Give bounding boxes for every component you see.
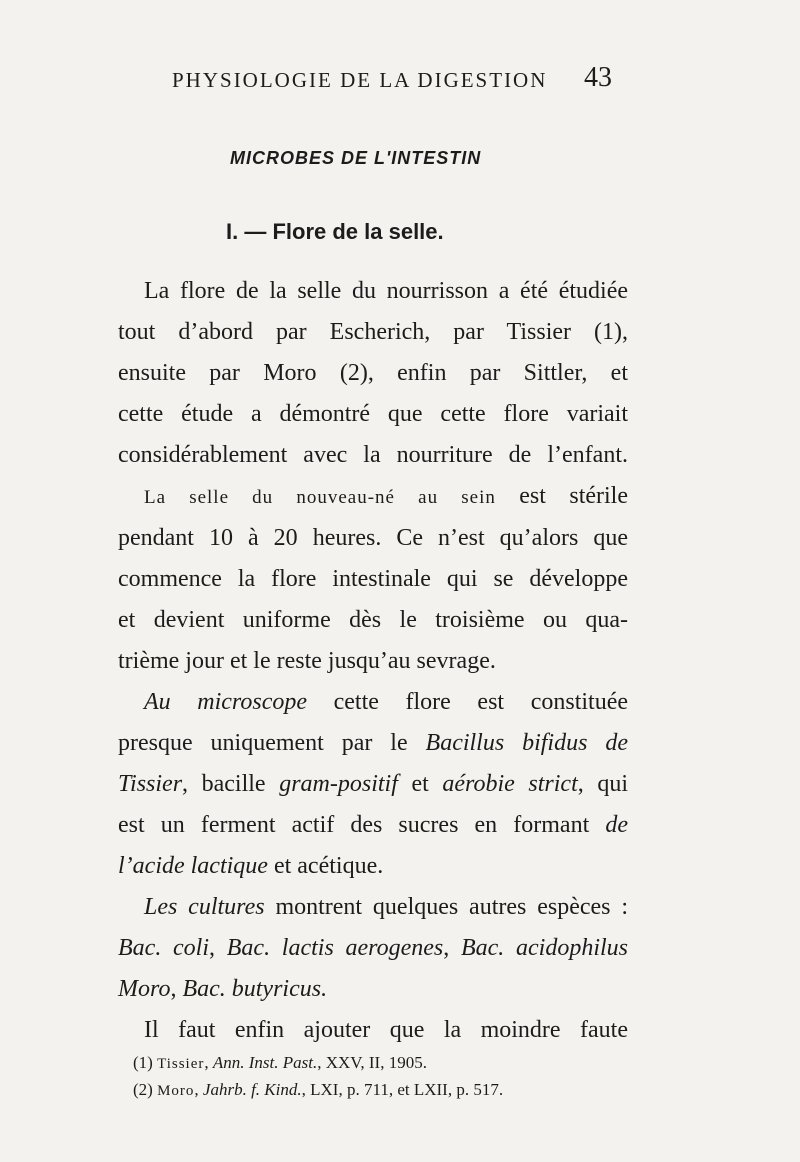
footnote-author: Tissier [157,1056,205,1072]
footnote-reference: , LXI, p. 711, et LXII, p. 517. [301,1080,504,1099]
italic-text: Bac. butyricus. [182,976,328,1002]
text-line [118,723,628,764]
italic-text: Bacillus bifidus de [425,730,628,756]
text-span: cette flore est constituée [307,689,628,715]
section-heading: MICROBES DE L'INTESTIN [230,148,482,168]
text-line: pendant 10 à 20 heures. Ce n’est qu’alors que [118,525,628,551]
italic-text: l’acide lactique [118,853,268,879]
page-number: 43 [584,62,612,93]
italic-text: Moro [118,976,171,1002]
text-span: , [443,935,461,961]
text-span: presque uniquement par le [118,730,426,756]
italic-text: gram-positif [279,771,398,797]
text-span: , [170,976,183,1002]
text-line: cette étude a démontré que cette flore variait [118,401,628,427]
footnote-2 [133,1077,503,1104]
subsection-heading: I. — Flore de la selle. [226,219,444,244]
text-line: considérablement avec la nourriture de l’enfant. [118,442,628,468]
text-line [118,969,628,1010]
italic-text: de [605,812,628,838]
footnotes [133,1050,503,1104]
footnote-reference: , XXV, II, 1905. [317,1053,427,1072]
text-line: trième jour et le reste jusqu’au sevrage. [118,648,496,674]
text-line: La flore de la selle du nourrisson a été étudiée [144,278,628,304]
running-head: PHYSIOLOGIE DE LA DIGESTION [172,68,548,92]
text-span: est stérile [495,483,628,509]
italic-text: aérobie strict [442,771,578,797]
footnote-author: Moro [157,1083,195,1099]
italic-text: Tissier [118,771,183,797]
footnote-number: (2) [133,1080,158,1099]
text-line [118,805,628,846]
text-span: , [194,1080,203,1099]
footnote-1 [133,1050,503,1077]
footnote-number: (1) [133,1053,158,1072]
text-line: et devient uniforme dès le troisième ou qua- [118,607,628,633]
italic-text: Au microscope [144,689,308,715]
text-line [118,846,628,887]
italic-text: Bac. coli [118,935,210,961]
text-span: montrent quelques autres espèces : [264,894,628,920]
text-line [118,887,628,928]
text-span: , qui [577,771,629,797]
footnote-journal: Jahrb. f. Kind. [202,1080,302,1099]
text-span: et acétique. [267,853,384,879]
text-span: est un ferment actif des sucres en formant [118,812,606,838]
text-line [118,764,628,805]
footnote-journal: Ann. Inst. Past. [212,1053,318,1072]
body-text [118,271,628,1051]
italic-text: Bac. lactis aerogenes [226,935,444,961]
text-line: commence la flore intestinale qui se développe [118,566,628,592]
text-line [118,476,628,518]
italic-text: Les cultures [144,894,265,920]
text-line: Il faut enfin ajouter que la moindre faute [144,1017,628,1043]
text-line [118,928,628,969]
text-span: et [397,771,443,797]
text-span: , [204,1053,213,1072]
small-caps-text: La selle du nouveau-né au sein [144,487,496,508]
text-line: tout d’abord par Escherich, par Tissier (1), [118,319,628,345]
text-span: , [209,935,227,961]
text-span: , bacille [182,771,280,797]
text-line: ensuite par Moro (2), enfin par Sittler, et [118,360,628,386]
italic-text: Bac. acidophilus [460,935,628,961]
text-line [118,682,628,723]
